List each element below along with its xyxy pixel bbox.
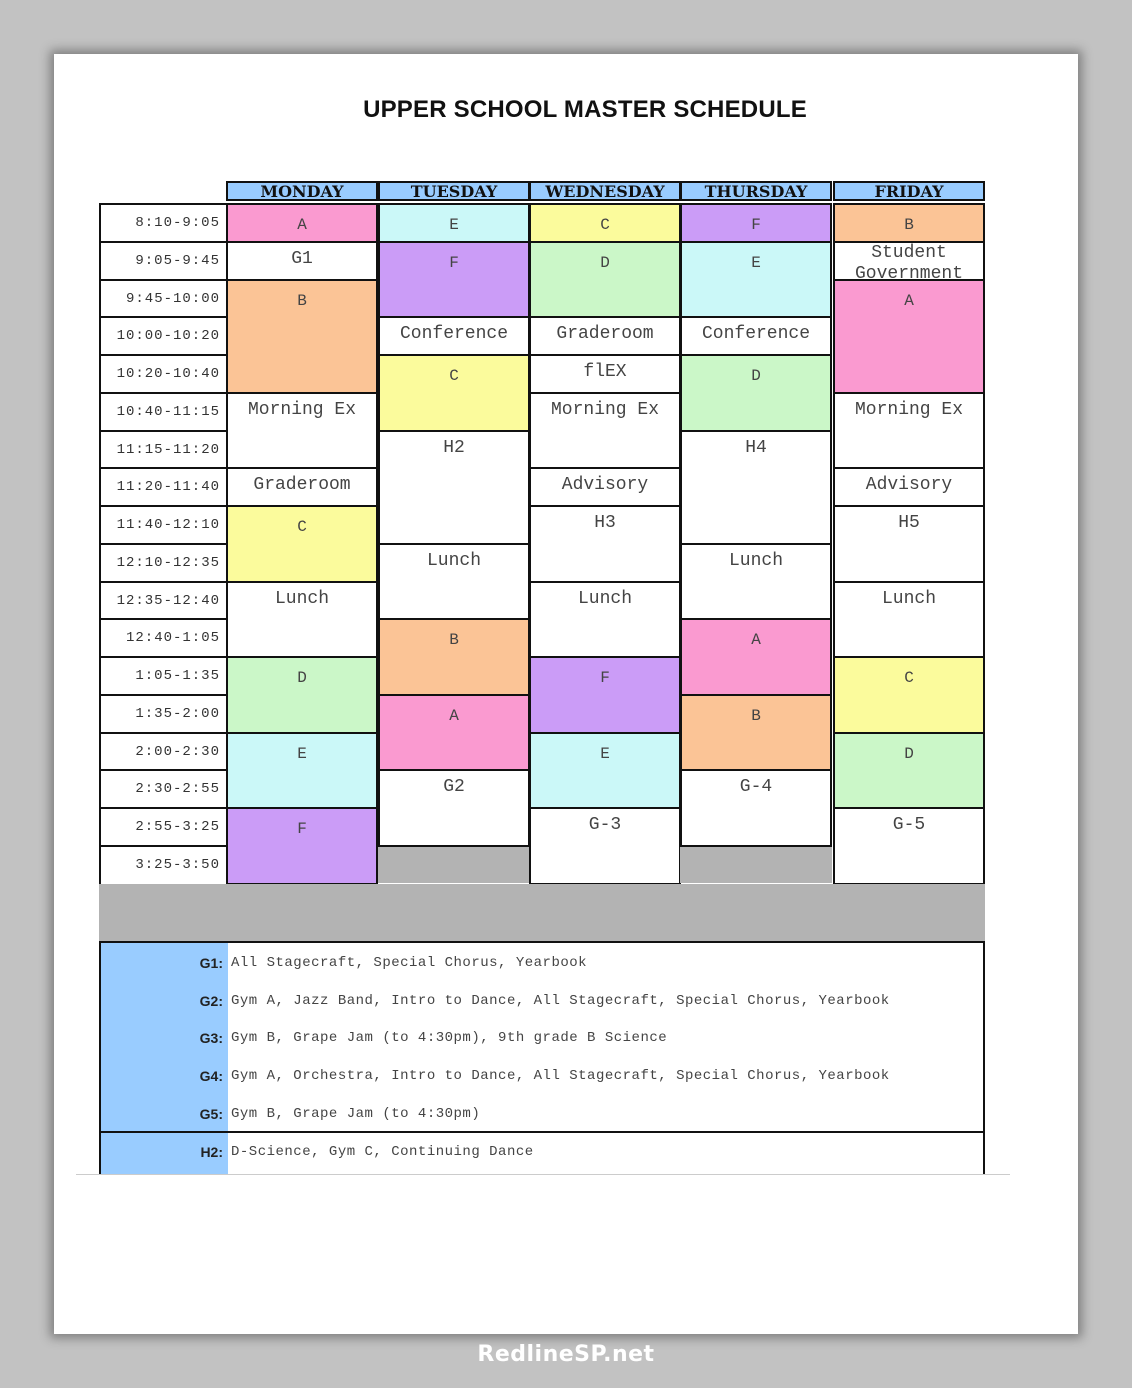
time-slot-label: 2:55-3:25	[135, 819, 220, 835]
time-divider	[101, 241, 226, 243]
block-label: A	[449, 706, 459, 725]
block-label: F	[600, 669, 610, 687]
schedule-block	[680, 316, 832, 356]
schedule-block	[680, 769, 832, 847]
schedule-block	[378, 769, 530, 847]
block-label: E	[449, 216, 459, 234]
schedule-block	[378, 618, 530, 696]
block-label: Lunch	[274, 588, 329, 609]
block-label: C	[904, 669, 914, 687]
day-header-tuesday: TUESDAY	[378, 181, 530, 201]
time-slot-label: 10:40-11:15	[116, 403, 220, 420]
schedule-block	[680, 354, 832, 432]
schedule-block	[226, 581, 378, 659]
time-divider	[101, 618, 226, 620]
block-label: Conference	[399, 324, 509, 345]
legend-divider	[101, 1131, 983, 1133]
watermark: RedlineSP.net	[477, 1342, 655, 1367]
time-divider	[101, 543, 226, 545]
block-label: E	[751, 253, 761, 272]
schedule-block	[529, 732, 681, 810]
block-label: H3	[594, 513, 616, 533]
schedule-block	[529, 505, 681, 583]
block-label: Advisory	[561, 475, 649, 496]
time-divider	[101, 392, 226, 394]
block-label: Morning Ex	[854, 399, 964, 420]
block-label: Morning Ex	[550, 399, 660, 420]
schedule-block	[378, 203, 530, 243]
block-label: B	[751, 706, 761, 725]
time-slot-label: 11:20-11:40	[116, 479, 220, 496]
schedule-block	[833, 279, 985, 394]
legend-key: G5:	[199, 1106, 223, 1122]
time-divider	[101, 807, 226, 809]
block-label: Lunch	[426, 550, 481, 571]
schedule-block	[226, 203, 378, 243]
time-slot-label: 11:15-11:20	[116, 441, 220, 458]
block-label: Morning Ex	[247, 399, 357, 420]
block-label: H4	[745, 437, 767, 458]
schedule-block	[833, 656, 985, 734]
time-slot-label: 2:30-2:55	[135, 781, 220, 798]
legend-key: G1:	[199, 955, 223, 971]
day-header-wednesday: WEDNESDAY	[529, 181, 681, 201]
schedule-block	[378, 694, 530, 772]
legend-row	[101, 955, 981, 975]
block-label: Lunch	[881, 588, 936, 609]
schedule-block	[226, 467, 378, 507]
time-divider	[101, 694, 226, 696]
block-label: F	[297, 820, 307, 838]
schedule-block	[529, 807, 681, 885]
schedule-block	[529, 241, 681, 319]
schedule-block	[226, 279, 378, 394]
footer-rule	[76, 1174, 1010, 1175]
schedule-block	[833, 392, 985, 470]
block-label: B	[904, 216, 914, 234]
schedule-block	[680, 694, 832, 772]
block-label: flEX	[583, 362, 627, 382]
schedule-block	[226, 241, 378, 281]
time-slot-label: 9:45-10:00	[125, 290, 220, 307]
block-label: Conference	[701, 324, 811, 345]
time-slot-label: 1:35-2:00	[135, 705, 220, 722]
legend-row	[101, 993, 981, 1013]
time-divider	[101, 316, 226, 318]
schedule-block	[378, 316, 530, 356]
block-label: G-5	[892, 815, 926, 835]
schedule-block	[226, 732, 378, 810]
time-divider	[101, 581, 226, 583]
legend-row	[101, 1106, 981, 1126]
schedule-block	[680, 203, 832, 243]
time-slot-label: 10:00-10:20	[116, 328, 220, 345]
time-slot-label: 10:20-10:40	[116, 366, 220, 382]
legend-row	[101, 1030, 981, 1050]
legend-text: All Stagecraft, Special Chorus, Yearbook	[231, 955, 588, 971]
block-label: Graderoom	[556, 324, 654, 345]
schedule-block	[833, 241, 985, 281]
block-label: Advisory	[865, 475, 953, 496]
legend-row	[101, 1144, 981, 1164]
empty-slot	[680, 847, 832, 883]
block-label: F	[449, 253, 459, 272]
schedule-block	[680, 430, 832, 545]
schedule-block	[680, 618, 832, 696]
block-label: Lunch	[728, 550, 783, 571]
schedule-block	[680, 241, 832, 319]
empty-slot	[378, 847, 530, 883]
block-label: C	[297, 518, 307, 536]
schedule-block	[529, 203, 681, 243]
block-label: B	[297, 291, 307, 310]
schedule-block	[680, 543, 832, 621]
time-slot-label: 3:25-3:50	[135, 856, 220, 873]
block-label: G-4	[739, 777, 773, 798]
schedule-block	[833, 807, 985, 885]
block-label: E	[600, 744, 610, 763]
schedule-block	[378, 354, 530, 432]
block-label: B	[449, 631, 459, 650]
time-slot-label: 2:00-2:30	[135, 743, 220, 760]
schedule-block	[833, 505, 985, 583]
legend-key: G4:	[199, 1068, 223, 1084]
day-header-friday: FRIDAY	[833, 181, 985, 201]
legend-box	[99, 941, 985, 1174]
time-divider	[101, 732, 226, 734]
schedule-block	[226, 392, 378, 470]
schedule-block	[378, 543, 530, 621]
legend-text: Gym A, Orchestra, Intro to Dance, All Stagecraft, Special Chorus, Yearbook	[231, 1068, 890, 1084]
time-slot-label: 12:35-12:40	[116, 592, 220, 609]
time-divider	[101, 845, 226, 847]
legend-key: G2:	[199, 993, 223, 1009]
block-label: A	[904, 291, 914, 310]
block-label: D	[751, 367, 761, 385]
time-divider	[101, 279, 226, 281]
schedule-block	[833, 581, 985, 659]
time-column	[99, 203, 226, 918]
day-header-thursday: THURSDAY	[680, 181, 832, 201]
legend-row	[101, 1068, 981, 1088]
schedule-block	[529, 656, 681, 734]
schedule-block	[529, 581, 681, 659]
schedule-block	[529, 467, 681, 507]
schedule-block	[529, 354, 681, 394]
block-label: C	[600, 216, 610, 234]
block-label: G1	[291, 248, 313, 269]
time-divider	[101, 467, 226, 469]
legend-key: H2:	[200, 1144, 223, 1160]
day-header-monday: MONDAY	[226, 181, 378, 201]
time-slot-label: 8:10-9:05	[135, 215, 220, 231]
schedule-block	[378, 430, 530, 545]
schedule-block	[226, 656, 378, 734]
block-label: D	[297, 669, 307, 687]
block-label: H2	[443, 437, 465, 458]
time-divider	[101, 656, 226, 658]
schedule-block	[529, 392, 681, 470]
schedule-block	[529, 316, 681, 356]
legend-key: G3:	[199, 1030, 223, 1046]
time-slot-label: 12:10-12:35	[116, 554, 220, 571]
time-divider	[101, 354, 226, 356]
time-slot-label: 11:40-12:10	[116, 517, 220, 533]
block-label: Lunch	[577, 588, 632, 609]
schedule-block	[226, 807, 378, 885]
block-label: H5	[898, 513, 920, 533]
page-title: UPPER SCHOOL MASTER SCHEDULE	[363, 96, 807, 123]
block-label: A	[297, 216, 307, 234]
schedule-block	[833, 203, 985, 243]
schedule-block	[833, 467, 985, 507]
legend-text: Gym B, Grape Jam (to 4:30pm)	[231, 1106, 481, 1122]
time-slot-label: 1:05-1:35	[135, 668, 220, 684]
block-label: F	[751, 216, 761, 234]
schedule-block	[378, 241, 530, 319]
time-slot-label: 9:05-9:45	[135, 252, 220, 269]
legend-text: Gym B, Grape Jam (to 4:30pm), 9th grade B Science	[231, 1030, 668, 1046]
legend-text: D-Science, Gym C, Continuing Dance	[231, 1144, 534, 1160]
separator-band	[99, 884, 985, 942]
block-label: A	[751, 631, 761, 650]
block-label: D	[600, 253, 610, 272]
time-divider	[101, 505, 226, 507]
block-label: E	[297, 744, 307, 763]
schedule-block	[833, 732, 985, 810]
block-label: G-3	[588, 815, 622, 835]
time-slot-label: 12:40-1:05	[125, 630, 220, 647]
block-label: C	[449, 367, 459, 385]
legend-text: Gym A, Jazz Band, Intro to Dance, All Stagecraft, Special Chorus, Yearbook	[231, 993, 890, 1009]
schedule-block	[226, 505, 378, 583]
legend-key-column	[101, 943, 228, 1174]
block-label: D	[904, 744, 914, 763]
time-divider	[101, 430, 226, 432]
block-label: G2	[443, 777, 465, 798]
time-divider	[101, 769, 226, 771]
block-label: Graderoom	[253, 475, 351, 496]
block-label: Student Government	[854, 242, 964, 281]
